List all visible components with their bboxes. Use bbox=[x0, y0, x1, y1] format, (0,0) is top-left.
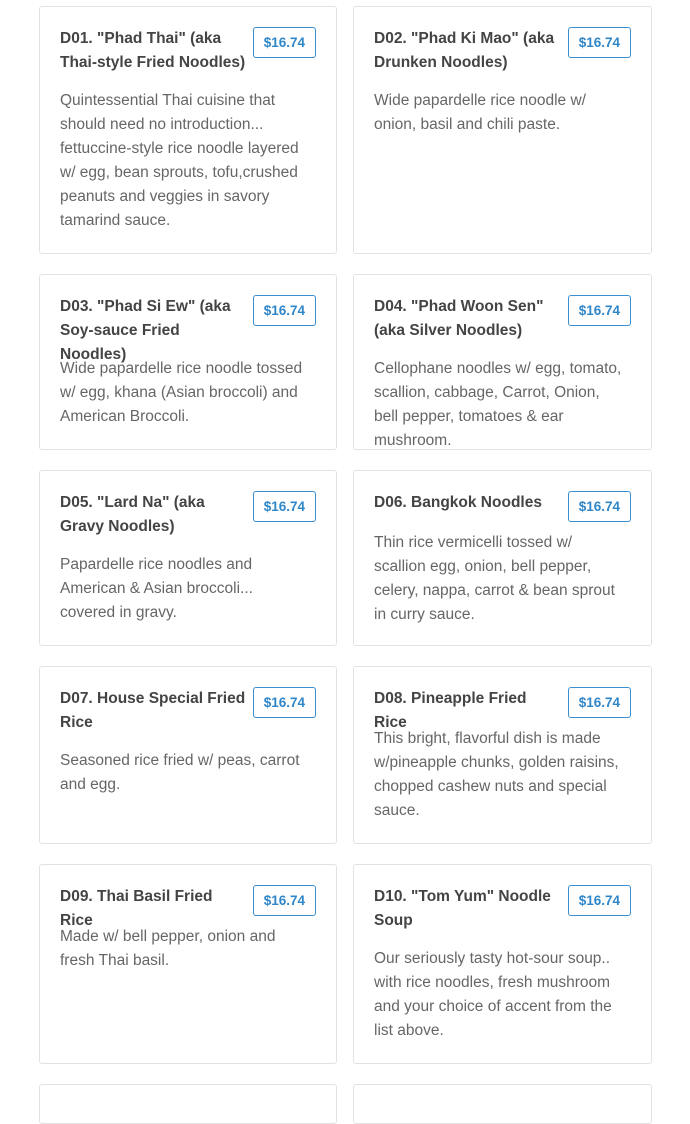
menu-item-description: Seasoned rice fried w/ peas, carrot and egg. bbox=[60, 752, 300, 793]
add-to-cart-price-button[interactable]: $16.74 bbox=[568, 27, 631, 58]
menu-item-card-d04[interactable] bbox=[353, 274, 652, 450]
menu-item-description: Thin rice vermicelli tossed w/ scallion egg, onion, bell pepper, celery, nappa, carrot & bean sprout in curry sauce. bbox=[374, 534, 615, 623]
menu-item-title: D10. "Tom Yum" Noodle Soup bbox=[374, 888, 551, 929]
menu-item-description: Papardelle rice noodles and American & Asian broccoli... covered in gravy. bbox=[60, 556, 253, 621]
add-to-cart-price-button[interactable]: $16.74 bbox=[253, 687, 316, 718]
add-to-cart-price-button[interactable]: $16.74 bbox=[253, 27, 316, 58]
menu-item-title: D08. Pineapple Fried Rice bbox=[374, 690, 527, 731]
menu-item-description: Quintessential Thai cuisine that should need no introduction... fettuccine-style rice noodle layered w/ egg, bean sprouts, tofu,crushed peanuts and veggies in savory tamarind sauce. bbox=[60, 92, 299, 229]
menu-item-card-d08[interactable] bbox=[353, 666, 652, 844]
menu-item-description: This bright, flavorful dish is made w/pineapple chunks, golden raisins, chopped cashew nuts and special sauce. bbox=[374, 730, 619, 819]
add-to-cart-price-button[interactable]: $16.74 bbox=[253, 295, 316, 326]
menu-item-title: D05. "Lard Na" (aka Gravy Noodles) bbox=[60, 494, 205, 535]
menu-item-title: D07. House Special Fried Rice bbox=[60, 690, 246, 731]
menu-item-card-d03[interactable] bbox=[39, 274, 337, 450]
menu-item-title: D03. "Phad Si Ew" (aka Soy-sauce Fried Noodles) bbox=[60, 298, 231, 363]
add-to-cart-price-button[interactable]: $16.74 bbox=[253, 491, 316, 522]
menu-item-description: Cellophane noodles w/ egg, tomato, scallion, cabbage, Carrot, Onion, bell pepper, tomatoes & ear mushroom. bbox=[374, 360, 622, 449]
menu-item-title: D02. "Phad Ki Mao" (aka Drunken Noodles) bbox=[374, 30, 555, 71]
add-to-cart-price-button[interactable]: $16.74 bbox=[568, 295, 631, 326]
menu-item-card-d01[interactable] bbox=[39, 6, 337, 254]
menu-item-card-d09[interactable] bbox=[39, 864, 337, 1064]
add-to-cart-price-button[interactable]: $16.74 bbox=[568, 491, 631, 522]
add-to-cart-price-button[interactable]: $16.74 bbox=[568, 687, 631, 718]
menu-item-description: Wide papardelle rice noodle w/ onion, basil and chili paste. bbox=[374, 92, 586, 133]
menu-item-description: Made w/ bell pepper, onion and fresh Thai basil. bbox=[60, 928, 276, 969]
menu-item-description: Our seriously tasty hot-sour soup.. with rice noodles, fresh mushroom and your choice of accent from the list above. bbox=[374, 950, 612, 1039]
add-to-cart-price-button[interactable]: $16.74 bbox=[568, 885, 631, 916]
menu-item-title: D09. Thai Basil Fried Rice bbox=[60, 888, 213, 929]
menu-item-title: D06. Bangkok Noodles bbox=[374, 494, 542, 511]
menu-item-title: D04. "Phad Woon Sen" (aka Silver Noodles) bbox=[374, 298, 544, 339]
menu-item-card-partial[interactable] bbox=[353, 1084, 652, 1124]
menu-item-card-d06[interactable] bbox=[353, 470, 652, 646]
menu-item-description: Wide papardelle rice noodle tossed w/ egg, khana (Asian broccoli) and American Broccoli. bbox=[60, 360, 303, 425]
menu-item-card-d07[interactable] bbox=[39, 666, 337, 844]
menu-item-title: D01. "Phad Thai" (aka Thai-style Fried Noodles) bbox=[60, 30, 246, 71]
menu-item-card-d05[interactable] bbox=[39, 470, 337, 646]
menu-item-card-partial[interactable] bbox=[39, 1084, 337, 1124]
menu-item-card-d02[interactable] bbox=[353, 6, 652, 254]
add-to-cart-price-button[interactable]: $16.74 bbox=[253, 885, 316, 916]
menu-item-card-d10[interactable] bbox=[353, 864, 652, 1064]
